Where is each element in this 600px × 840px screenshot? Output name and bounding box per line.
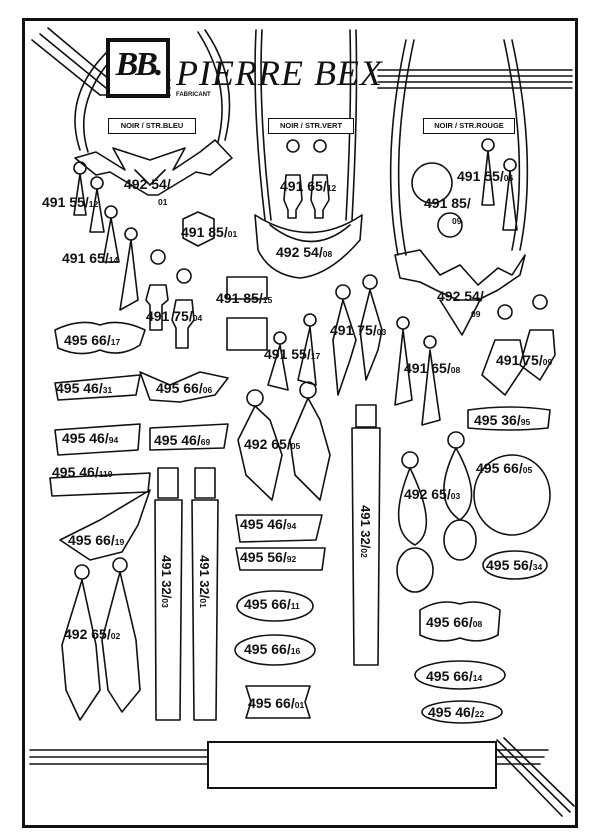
ref-label: 491 85/15 xyxy=(216,290,273,306)
tag-str-vert: NOIR / STR.VERT xyxy=(268,118,354,134)
ref-label: 492 54/ 09 xyxy=(437,288,484,319)
ref-label: 495 66/11 xyxy=(244,596,300,612)
ref-label: 495 46/94 xyxy=(240,516,297,532)
earrings-492-65-03 xyxy=(397,432,476,592)
ref-label: 491 75/09 xyxy=(496,352,553,368)
ref-label: 495 66/01 xyxy=(248,695,305,711)
brand-name: PIERRE BEX xyxy=(176,53,383,93)
ref-label-vertical: 491 32/02 xyxy=(358,505,373,558)
ref-label: 492 54/ 01 xyxy=(124,176,171,207)
ref-label: 491 65/12 xyxy=(280,178,337,194)
ref-label: 491 75/03 xyxy=(330,322,387,338)
ref-label: 492 65/02 xyxy=(64,626,121,642)
ref-label: 495 36/95 xyxy=(474,412,531,428)
tag-str-bleu: NOIR / STR.BLEU xyxy=(108,118,196,134)
ref-label: 495 46/69 xyxy=(154,432,211,448)
earrings-491-55-06 xyxy=(482,139,517,230)
ref-label: 492 65/03 xyxy=(404,486,461,502)
brand-logo xyxy=(106,38,170,98)
ref-label-vertical: 491 32/01 xyxy=(197,555,212,608)
ref-label: 495 46/22 xyxy=(428,704,485,720)
brand-monogram: BB. xyxy=(115,46,161,83)
ref-label: 492 65/05 xyxy=(244,436,301,452)
ref-label: 495 66/19 xyxy=(68,532,125,548)
ref-label: 491 65/14 xyxy=(62,250,119,266)
ref-label: 495 46/31 xyxy=(56,380,113,396)
ref-label-vertical: 491 32/03 xyxy=(159,555,174,608)
pendant-495-66-19 xyxy=(60,490,150,560)
ref-label: 495 66/14 xyxy=(426,668,483,684)
ref-label: 495 66/05 xyxy=(476,460,533,476)
ref-label: 491 55/12 xyxy=(42,194,99,210)
ref-label: 491 55/06 xyxy=(457,168,514,184)
ref-label: 495 46/119 xyxy=(52,464,113,480)
ref-label: 491 85/ 09 xyxy=(424,195,471,226)
ref-label: 491 85/01 xyxy=(181,224,238,240)
ref-label: 495 66/06 xyxy=(156,380,213,396)
ref-label: 491 75/04 xyxy=(146,308,203,324)
ref-label: 495 66/16 xyxy=(244,641,301,657)
ref-label: 491 65/08 xyxy=(404,360,461,376)
ref-label: 491 55/17 xyxy=(264,346,321,362)
ref-label: 495 56/92 xyxy=(240,549,297,565)
footer-blank-box xyxy=(207,741,497,789)
ref-label: 495 46/94 xyxy=(62,430,119,446)
ref-label: 495 66/08 xyxy=(426,614,483,630)
brand-tagline: FABRICANT xyxy=(176,92,211,98)
ref-label: 492 54/08 xyxy=(276,244,333,260)
tag-str-rouge: NOIR / STR.ROUGE xyxy=(423,118,515,134)
earrings-491-75-04 xyxy=(146,250,194,348)
pendant-491-85-15-bottom xyxy=(227,318,267,350)
earrings-491-75-09 xyxy=(482,295,555,395)
ref-label: 495 66/17 xyxy=(64,332,121,348)
ref-label: 495 56/34 xyxy=(486,557,543,573)
